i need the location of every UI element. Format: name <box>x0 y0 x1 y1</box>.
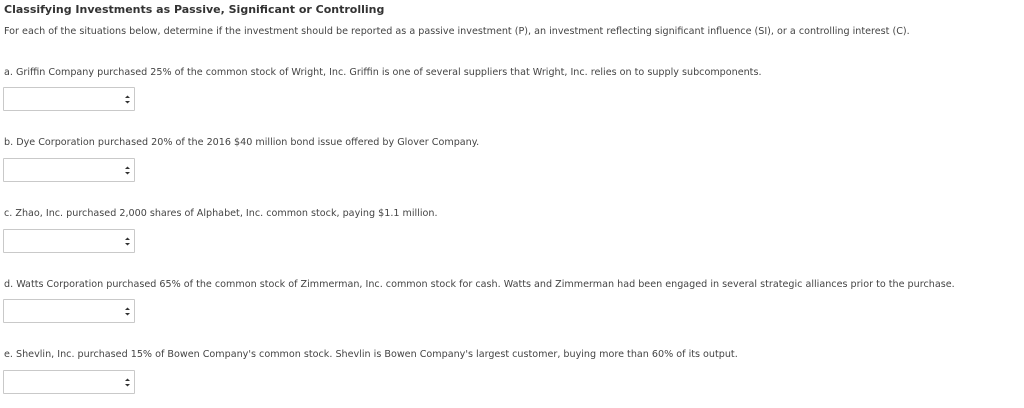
question-b-text: b. Dye Corporation purchased 20% of the 2016 $40 million bond issue offered by Glover Company. <box>4 137 480 148</box>
question-c-text: c. Zhao, Inc. purchased 2,000 shares of Alphabet, Inc. common stock, paying $1.1 million. <box>4 208 438 219</box>
page-title: Classifying Investments as Passive, Significant or Controlling <box>4 3 385 16</box>
up-down-chevron-icon <box>124 165 131 176</box>
instructions-text: For each of the situations below, determine if the investment should be reported as a passive investment (P), an investment reflecting significant influence (SI), or a controlling interest (C). <box>4 26 910 37</box>
question-d-text: d. Watts Corporation purchased 65% of the common stock of Zimmerman, Inc. common stock for cash. Watts and Zimmerman had been engaged in several strategic alliances prior to the purchase. <box>4 279 955 290</box>
question-b-select[interactable] <box>3 158 135 182</box>
up-down-chevron-icon <box>124 306 131 317</box>
up-down-chevron-icon <box>124 377 131 388</box>
question-e-text: e. Shevlin, Inc. purchased 15% of Bowen Company's common stock. Shevlin is Bowen Company's largest customer, buying more than 60% of its output. <box>4 349 738 360</box>
up-down-chevron-icon <box>124 94 131 105</box>
question-e-select[interactable] <box>3 370 135 394</box>
question-a-select[interactable] <box>3 87 135 111</box>
question-c-select[interactable] <box>3 229 135 253</box>
question-a-text: a. Griffin Company purchased 25% of the common stock of Wright, Inc. Griffin is one of several suppliers that Wright, Inc. relies on to supply subcomponents. <box>4 67 762 78</box>
up-down-chevron-icon <box>124 236 131 247</box>
question-d-select[interactable] <box>3 299 135 323</box>
